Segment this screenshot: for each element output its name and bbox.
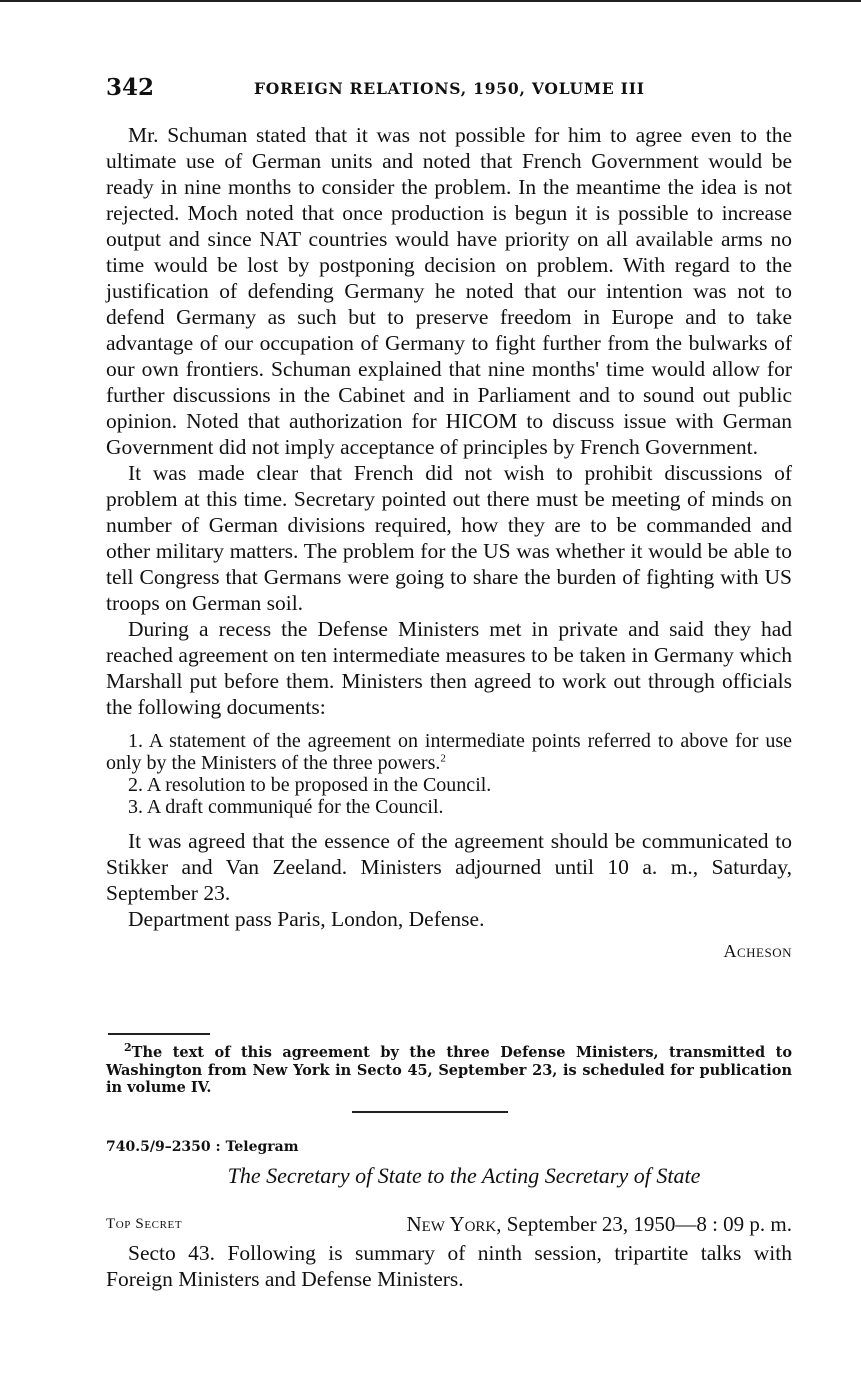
classification: Top Secret bbox=[106, 1216, 183, 1232]
running-header bbox=[106, 74, 796, 104]
list-item bbox=[106, 730, 792, 774]
footnote bbox=[106, 1041, 792, 1097]
place: New York, bbox=[406, 1212, 502, 1236]
footnote-reference[interactable]: 2 bbox=[440, 752, 446, 765]
page-number: 342 bbox=[106, 74, 155, 101]
footnote-marker: 2 bbox=[124, 1041, 132, 1055]
telegram-body bbox=[106, 1240, 792, 1292]
date: September 23, 1950—8 : 09 p. m. bbox=[506, 1212, 792, 1236]
list-item-text: 1. A statement of the agreement on intermediate points referred to above for use only by the Ministers of the three powers. bbox=[106, 730, 792, 774]
paragraph: Department pass Paris, London, Defense. bbox=[128, 907, 485, 931]
classification-line bbox=[106, 1212, 792, 1242]
footnote-text: The text of this agreement by the three Defense Ministers, transmitted to Washington from New York in Secto 45, September 23, is scheduled for publication in volume IV. bbox=[106, 1044, 792, 1096]
file-number: 740.5/9–2350 : Telegram bbox=[106, 1139, 299, 1155]
paragraph: Mr. Schuman stated that it was not possible for him to agree even to the ultimate use of German units and noted that French Government would be ready in nine months to consider the problem. In the meantime the idea is not rejected. Moch noted that once production is begun it is possible to increase output and since NAT countries would have priority on all available arms no time would be lost by postponing decision on problem. With regard to the justification of defending Germany he noted that our intention was not to defend Germany as such but to preserve freedom in Europe and to take advantage of our occupation of Germany to fight further from the bulwarks of our own frontiers. Schuman explained that nine months' time would allow for further discussions in the Cabinet and in Parliament and to sound out public opinion. Noted that authorization for HICOM to discuss issue with German Government did not imply acceptance of principles by French Government. bbox=[106, 123, 792, 459]
running-title: FOREIGN RELATIONS, 1950, VOLUME III bbox=[254, 79, 645, 98]
list-item: 2. A resolution to be proposed in the Council. bbox=[128, 774, 492, 796]
documents-list bbox=[106, 730, 792, 818]
scan-edge-line bbox=[0, 0, 861, 2]
dateline bbox=[406, 1212, 792, 1237]
document-title: The Secretary of State to the Acting Secretary of State bbox=[227, 1163, 701, 1188]
paragraph: During a recess the Defense Ministers met in private and said they had reached agreement on ten intermediate measures to be taken in Germany which Marshall put before them. Ministers then agreed to work out through officials the following documents: bbox=[106, 617, 792, 719]
paragraph: It was made clear that French did not wish to prohibit discussions of problem at this time. Secretary pointed out there must be meeting of minds on number of German divisions required, how they are to be commanded and other military matters. The problem for the US was whether it would be able to tell Congress that Germans were going to share the burden of fighting with US troops on German soil. bbox=[106, 461, 792, 615]
paragraph: It was agreed that the essence of the agreement should be communicated to Stikker and Van Zeeland. Ministers adjourned until 10 a. m., Saturday, September 23. bbox=[106, 829, 792, 905]
footnote-divider bbox=[108, 1033, 210, 1035]
main-text bbox=[106, 122, 792, 964]
paragraph: Secto 43. Following is summary of ninth session, tripartite talks with Foreign Ministers and Defense Ministers. bbox=[106, 1241, 792, 1291]
signature: Acheson bbox=[723, 941, 792, 961]
list-item: 3. A draft communiqué for the Council. bbox=[128, 796, 444, 818]
section-divider bbox=[352, 1111, 508, 1113]
